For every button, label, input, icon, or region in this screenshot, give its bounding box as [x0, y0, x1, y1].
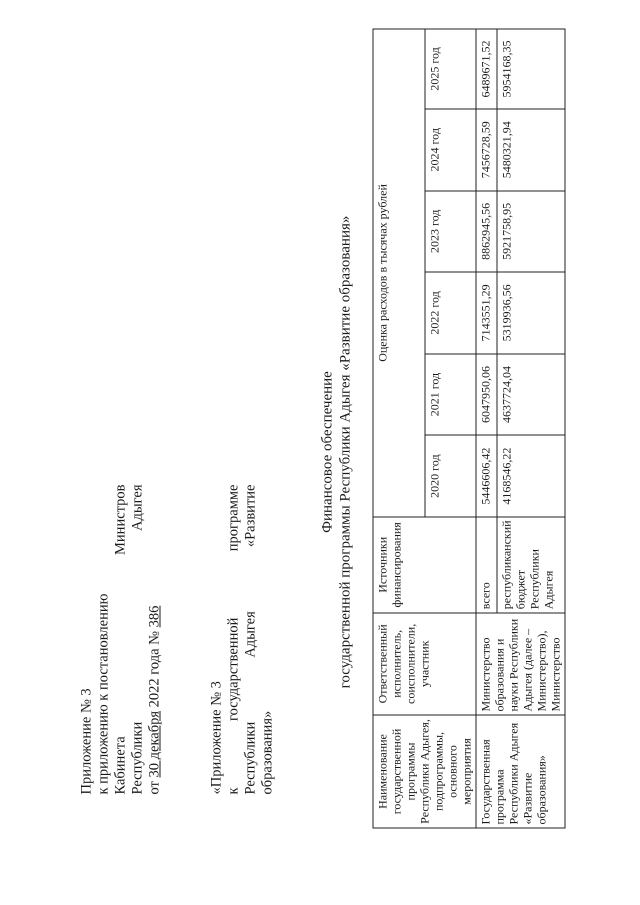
- title-line: государственной программы Республики Адыгея «Развитие образования»: [337, 215, 354, 689]
- date-day: 30 декабря: [146, 710, 163, 778]
- appendix-line: [130, 485, 147, 795]
- appendix-word: Республики: [242, 721, 259, 795]
- appendix-word: государственной: [225, 617, 242, 721]
- appendix-word: Министров: [112, 484, 129, 555]
- total-value: 8862945,56: [476, 191, 497, 273]
- budget-value: 5480321,94: [497, 109, 565, 191]
- responsible-executor: Министерство образования и науки Республики Адыгея (далее – Министерство), Министерство: [476, 613, 565, 715]
- year-header: 2021 год: [425, 354, 477, 436]
- budget-value: 5954168,35: [497, 29, 565, 109]
- total-value: 7143551,29: [476, 272, 497, 354]
- appendix-line: Приложение № 3: [78, 688, 95, 795]
- appendix-line: к приложению к постановлению: [95, 593, 112, 795]
- appendix-word: программе: [225, 484, 242, 552]
- document-title: [319, 0, 355, 905]
- budget-value: 4168546,22: [497, 435, 565, 517]
- rotated-page: [1, 0, 640, 905]
- total-value: 5446606,42: [476, 435, 497, 517]
- appendix-line: образования»: [259, 710, 276, 795]
- header-name: Наименование государственной программы Республики Адыгея, подпрограммы, основного мероприятия: [373, 715, 476, 828]
- budget-value: 4637724,04: [497, 354, 565, 436]
- date-prefix: от: [146, 781, 163, 795]
- year-header: 2020 год: [425, 435, 477, 517]
- budget-value: 5319936,56: [497, 272, 565, 354]
- title-line: Финансовое обеспечение: [319, 371, 336, 533]
- appendix-line: «Приложение № 3: [208, 681, 225, 795]
- appendix-word: «Развитие: [242, 484, 259, 548]
- year-header: 2025 год: [425, 29, 477, 109]
- year-header: 2023 год: [425, 191, 477, 273]
- appendix-date-line: [147, 485, 164, 795]
- decree-number: 386: [146, 605, 163, 628]
- appendix-word: Адыгея: [242, 611, 259, 658]
- total-value: 6047950,06: [476, 354, 497, 436]
- header-row: [373, 29, 425, 828]
- total-value: 6489671,52: [476, 29, 497, 109]
- header-group: Оценка расходов в тысячах рублей: [373, 29, 425, 517]
- appendix-block: [79, 485, 164, 795]
- program-name: Государственная программа Республики Адыгея «Развитие образования»: [476, 715, 565, 828]
- date-year: 2022 года №: [146, 631, 163, 708]
- total-value: 7456728,59: [476, 109, 497, 191]
- table-row: [476, 29, 497, 828]
- appendix-line: [226, 485, 243, 795]
- source-budget: республиканский бюджет Республики Адыгея: [497, 517, 565, 613]
- year-header: 2022 год: [425, 272, 477, 354]
- appendix-word: к: [225, 787, 242, 795]
- header-source: Источники финансирования: [373, 517, 476, 613]
- year-header: 2024 год: [425, 109, 477, 191]
- header-responsible: Ответственный исполнитель, соисполнители, участник: [373, 613, 476, 715]
- appendix-original-block: [209, 485, 277, 795]
- financing-table: [373, 29, 566, 829]
- budget-value: 5921758,95: [497, 191, 565, 273]
- appendix-word: Адыгея: [129, 484, 146, 531]
- source-total: всего: [476, 517, 497, 613]
- appendix-word: Кабинета: [112, 736, 129, 795]
- appendix-word: Республики: [129, 721, 146, 795]
- appendix-line: [243, 485, 260, 795]
- appendix-line: [113, 485, 130, 795]
